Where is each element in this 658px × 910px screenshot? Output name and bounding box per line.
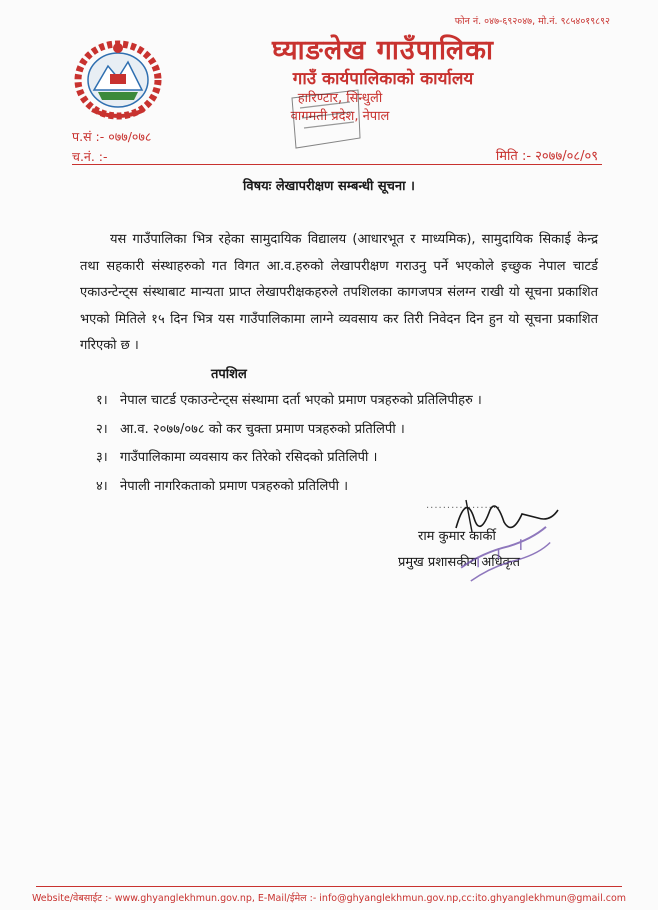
designation-stamp-icon bbox=[446, 516, 566, 596]
signatory-designation: प्रमुख प्रशासकीय अधिकृत bbox=[398, 555, 521, 570]
phone-number: फोन नं. ०४७-६९२०४७, मो.नं. ९८५४०१९८९२ bbox=[454, 16, 610, 27]
subject-line: विषयः लेखापरीक्षण सम्बन्धी सूचना । bbox=[243, 179, 415, 194]
list-item-text: नेपाली नागरिकताको प्रमाण पत्रहरुको प्रतिलिपी । bbox=[120, 478, 349, 494]
footer-divider bbox=[36, 886, 622, 887]
list-item-number: ३। bbox=[96, 450, 108, 465]
patra-sankhya: प.सं :- ०७७/०७८ bbox=[72, 129, 152, 144]
signatory-name: राम कुमार कार्की bbox=[418, 529, 496, 544]
list-item-text: नेपाल चाटर्ड एकाउन्टेन्ट्स संस्थामा दर्ता भएको प्रमाण पत्रहरुको प्रतिलिपीहरु । bbox=[120, 393, 482, 408]
list-item-text: आ.व. २०७७/०७८ को कर चुक्ता प्रमाण पत्रहरुको प्रतिलिपी । bbox=[120, 421, 405, 437]
list-item-number: २। bbox=[96, 421, 108, 437]
list-item bbox=[96, 444, 576, 473]
attachment-list bbox=[96, 387, 576, 501]
attachment-list-title: तपशिल bbox=[211, 367, 247, 382]
list-item-number: १। bbox=[96, 393, 108, 408]
notice-body: यस गाउँपालिका भित्र रहेका सामुदायिक विद्यालय (आधारभूत र माध्यमिक), सामुदायिक सिकाई केन्द्र तथा सहकारी संस्थाहरुको गत विगत आ.व.हरुको लेखापरीक्षण गराउनु पर्ने भएकोले इच्छुक नेपाल चाटर्ड एकाउन्टेन्ट्स संस्थाबाट मान्यता प्राप्त लेखापरीक्षकहरुले तपशिलका कागजपत्र संलग्न राखी यो सूचना प्रकाशित भएको मितिले १५ दिन भित्र यस गाउँपालिकामा लाग्ने व्यवसाय कर तिरी निवेदन दिन हुन यो सूचना प्रकाशित गरिएको छ । bbox=[80, 232, 598, 353]
list-item-text: गाउँपालिकामा व्यवसाय कर तिरेको रसिदको प्रतिलिपी । bbox=[120, 450, 378, 465]
footer-contact: Website/वेबसाईट :- www.ghyanglekhmun.gov.np, E-Mail/ईमेल :- info@ghyanglekhmun.gov.np,cc:ito.ghyanglekhmun@gmail.com bbox=[31, 893, 627, 904]
list-item bbox=[96, 416, 576, 445]
municipality-title: घ्याङलेख गाउँपालिका bbox=[272, 35, 494, 66]
office-name: गाउँ कार्यपालिकाको कार्यालय bbox=[292, 69, 474, 89]
signature-dotted-line: .................. bbox=[426, 500, 502, 511]
office-seal-stamp-icon bbox=[280, 78, 370, 158]
chalani-number: च.नं. :- bbox=[72, 149, 108, 164]
list-item bbox=[96, 387, 576, 416]
header-divider bbox=[72, 164, 602, 165]
letter-date: मिति :- २०७७/०८/०९ bbox=[495, 149, 598, 164]
nepal-emblem-icon bbox=[72, 36, 164, 120]
address-line-1: हारिण्टार, सिन्धुली bbox=[297, 91, 383, 106]
address-line-2: वागमती प्रदेश, नेपाल bbox=[290, 109, 390, 124]
list-item-number: ४। bbox=[96, 478, 108, 494]
